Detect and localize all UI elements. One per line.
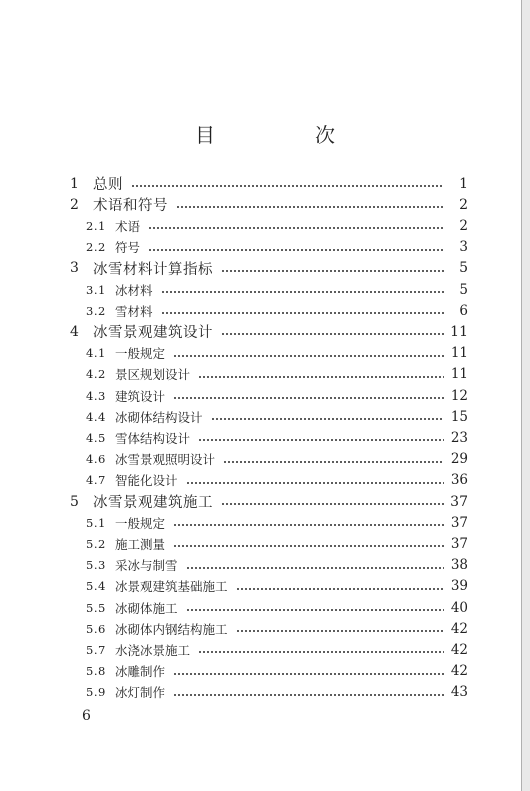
toc-entry-title: 冰雪景观建筑设计 <box>93 325 213 342</box>
toc-entry-number: 5 <box>70 493 79 510</box>
toc-entry[interactable] <box>0 385 530 406</box>
toc-entry[interactable] <box>0 597 530 618</box>
toc-entry-page: 1 <box>459 175 468 192</box>
toc-entry[interactable] <box>0 427 530 448</box>
toc-dot-leader <box>221 503 444 505</box>
toc-dot-leader <box>176 206 444 208</box>
toc-entry-number: 5.2 <box>86 536 106 551</box>
toc-entry-number: 2.2 <box>86 240 106 255</box>
toc-entry-number: 5.7 <box>86 642 106 657</box>
toc-entry-title: 冰雕制作 <box>115 664 166 680</box>
page-number: 6 <box>82 708 91 724</box>
toc-entry-page: 37 <box>450 514 468 531</box>
toc-dot-leader <box>198 376 444 378</box>
toc-entry-page: 2 <box>459 217 468 234</box>
toc-entry-page: 11 <box>450 345 468 362</box>
toc-entry-page: 42 <box>450 641 468 658</box>
toc-entry[interactable] <box>0 470 530 491</box>
toc-entry-page: 2 <box>459 196 468 213</box>
toc-entry-title: 水浇冰景施工 <box>115 642 191 658</box>
toc-entry[interactable] <box>0 194 530 215</box>
toc-entry-number: 5.9 <box>86 685 106 700</box>
toc-entry-number: 1 <box>70 175 79 192</box>
toc-dot-leader <box>173 355 444 357</box>
toc-entry-title: 术语 <box>115 218 141 234</box>
toc-dot-leader <box>236 630 444 632</box>
toc-entry-page: 23 <box>450 429 468 446</box>
toc-entry-number: 2 <box>70 196 79 213</box>
toc-entry-page: 12 <box>450 387 468 404</box>
toc-entry-number: 4.4 <box>86 409 106 424</box>
toc-entry-number: 4.6 <box>86 452 106 467</box>
toc-dot-leader <box>221 270 444 272</box>
toc-dot-leader <box>161 291 444 293</box>
toc-entry[interactable] <box>0 449 530 470</box>
toc-entry[interactable] <box>0 555 530 576</box>
toc-entry[interactable] <box>0 512 530 533</box>
toc-entry-page: 5 <box>459 281 468 298</box>
toc-entry[interactable] <box>0 639 530 660</box>
toc-entry-title: 采冰与制雪 <box>115 558 178 574</box>
toc-entry-title: 冰雪材料计算指标 <box>93 261 213 278</box>
toc-entry-number: 5.6 <box>86 621 106 636</box>
toc-entry-title: 冰砌体内钢结构施工 <box>115 621 228 637</box>
toc-entry-title: 雪材料 <box>115 303 153 319</box>
toc-entry[interactable] <box>0 237 530 258</box>
toc-entry-number: 2.1 <box>86 218 106 233</box>
toc-dot-leader <box>131 185 444 187</box>
toc-dot-leader <box>236 588 444 590</box>
toc-entry-title: 术语和符号 <box>93 198 168 215</box>
toc-entry-number: 3.1 <box>86 282 106 297</box>
toc-entry-page: 40 <box>450 599 468 616</box>
toc-entry-number: 4.5 <box>86 430 106 445</box>
toc-entry-page: 3 <box>459 239 468 256</box>
toc-entry[interactable] <box>0 343 530 364</box>
toc-entry[interactable] <box>0 215 530 236</box>
toc-dot-leader <box>148 249 444 251</box>
toc-entry-title: 冰材料 <box>115 282 153 298</box>
toc-entry-page: 15 <box>450 408 468 425</box>
toc-entry-title: 一般规定 <box>115 346 166 362</box>
toc-dot-leader <box>198 439 444 441</box>
toc-entry-number: 5.3 <box>86 558 106 573</box>
toc-entry-title: 冰砌体结构设计 <box>115 409 203 425</box>
toc-entry[interactable] <box>0 258 530 279</box>
toc-entry-number: 3.2 <box>86 303 106 318</box>
toc-entry-number: 3 <box>70 260 79 277</box>
toc-entry-page: 5 <box>459 260 468 277</box>
toc-dot-leader <box>173 694 444 696</box>
toc-dot-leader <box>186 567 444 569</box>
toc-entry-number: 4.2 <box>86 367 106 382</box>
toc-entry-title: 冰雪景观建筑施工 <box>93 495 213 511</box>
toc-entry-page: 11 <box>450 366 468 383</box>
toc-entry[interactable] <box>0 576 530 597</box>
toc-entry[interactable] <box>0 279 530 300</box>
toc-entry-page: 11 <box>450 323 468 340</box>
toc-entry-number: 4.7 <box>86 473 106 488</box>
toc-entry-title: 冰砌体施工 <box>115 600 178 616</box>
toc-entry-page: 42 <box>450 663 468 680</box>
toc-entry-title: 景区规划设计 <box>115 367 191 383</box>
toc-entry[interactable] <box>0 300 530 321</box>
toc-entry-page: 39 <box>450 578 468 595</box>
toc-entry[interactable] <box>0 173 530 194</box>
toc-entry-page: 37 <box>450 493 468 510</box>
toc-entry-page: 29 <box>450 451 468 468</box>
toc-entry-title: 一般规定 <box>115 515 166 531</box>
toc-entry[interactable] <box>0 364 530 385</box>
toc-entry[interactable] <box>0 533 530 554</box>
toc-entry-number: 5.8 <box>86 664 106 679</box>
toc-entry-title: 冰雪景观照明设计 <box>115 452 216 468</box>
toc-dot-leader <box>221 333 444 335</box>
toc-entry-number: 5.4 <box>86 579 106 594</box>
toc-dot-leader <box>186 609 444 611</box>
toc-entry-page: 42 <box>450 620 468 637</box>
toc-entry-page: 43 <box>450 684 468 701</box>
toc-entry-number: 4.3 <box>86 388 106 403</box>
toc-dot-leader <box>173 545 444 547</box>
page-title: 目 次 <box>195 123 375 147</box>
toc-entry-page: 6 <box>459 302 468 319</box>
toc-entry[interactable] <box>0 682 530 703</box>
toc-entry-title: 冰景观建筑基础施工 <box>115 579 228 595</box>
toc-entry[interactable] <box>0 618 530 639</box>
toc-entry-number: 5.5 <box>86 600 106 615</box>
toc-dot-leader <box>173 397 444 399</box>
toc-dot-leader <box>148 227 444 229</box>
toc-entry-title: 智能化设计 <box>115 473 178 489</box>
toc-entry-number: 4.1 <box>86 346 106 361</box>
toc-entry-title: 建筑设计 <box>115 388 166 404</box>
toc-entry[interactable] <box>0 406 530 427</box>
toc-entry-page: 36 <box>450 472 468 489</box>
toc-dot-leader <box>161 312 444 314</box>
toc-dot-leader <box>186 482 444 484</box>
toc-dot-leader <box>211 418 444 420</box>
toc-entry-number: 4 <box>70 323 79 340</box>
toc-entry-page: 37 <box>450 535 468 552</box>
toc-entry-page: 38 <box>450 557 468 574</box>
toc-dot-leader <box>173 673 444 675</box>
toc-entry-number: 5.1 <box>86 515 106 530</box>
toc-dot-leader <box>198 651 444 653</box>
toc-entry-title: 冰灯制作 <box>115 685 166 701</box>
toc-entry-title: 符号 <box>115 240 141 256</box>
toc-entry[interactable] <box>0 661 530 682</box>
toc-entry-title: 施工测量 <box>115 536 166 552</box>
toc-entry-title: 总则 <box>93 177 123 193</box>
toc-entry[interactable] <box>0 491 530 512</box>
toc-entry[interactable] <box>0 321 530 342</box>
toc-dot-leader <box>223 461 444 463</box>
toc-dot-leader <box>173 524 444 526</box>
toc-entry-title: 雪体结构设计 <box>115 430 191 446</box>
